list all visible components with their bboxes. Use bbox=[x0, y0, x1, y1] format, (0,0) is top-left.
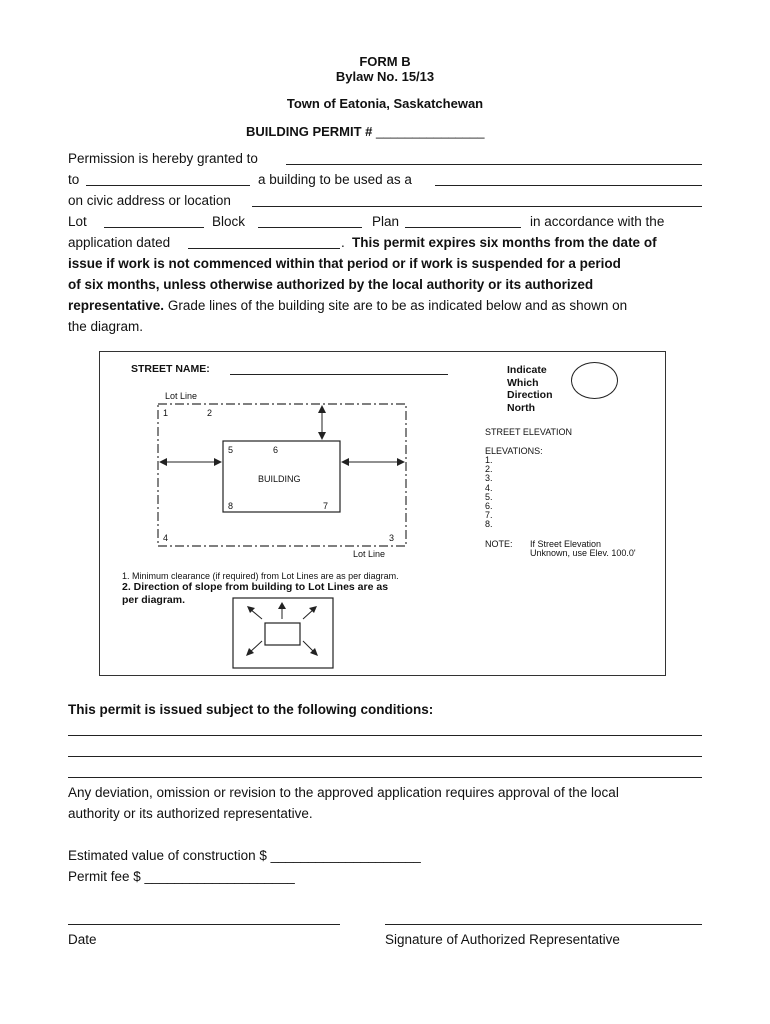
condition-line-1[interactable] bbox=[68, 735, 702, 736]
building-corner-6: 6 bbox=[273, 445, 279, 455]
permit-number-field[interactable]: _______________ bbox=[376, 124, 485, 139]
street-name-field[interactable] bbox=[230, 374, 448, 375]
grade-lines-text-2: the diagram. bbox=[68, 319, 144, 334]
elevation-item[interactable]: 7. bbox=[485, 510, 493, 521]
plan-field[interactable] bbox=[405, 227, 521, 228]
elevation-item[interactable]: 6. bbox=[485, 501, 493, 512]
bylaw-number: Bylaw No. 15/13 bbox=[335, 69, 435, 84]
building-use-field[interactable] bbox=[435, 185, 702, 186]
to-field[interactable] bbox=[86, 185, 250, 186]
building-use-label: a building to be used as a bbox=[258, 172, 412, 187]
plan-label: Plan bbox=[372, 214, 400, 229]
estimated-value-field[interactable]: ____________________ bbox=[270, 848, 421, 863]
elevations-label: ELEVATIONS: bbox=[485, 446, 543, 456]
block-label: Block bbox=[212, 214, 246, 229]
signature-label: Signature of Authorized Representative bbox=[385, 932, 620, 947]
corner-2: 2 bbox=[207, 408, 213, 418]
grade-lines-text bbox=[68, 298, 627, 313]
elevation-item[interactable]: 5. bbox=[485, 491, 493, 502]
lot-field[interactable] bbox=[104, 227, 204, 228]
block-field[interactable] bbox=[258, 227, 362, 228]
corner-4: 4 bbox=[163, 533, 169, 543]
period-mark: . bbox=[341, 235, 345, 250]
lot-line-bottom-label: Lot Line bbox=[353, 549, 386, 559]
note-label: NOTE: bbox=[485, 539, 513, 549]
deviation-text-2: authority or its authorized representative. bbox=[68, 806, 313, 821]
indicate-line-4: North bbox=[507, 401, 535, 414]
elevation-item[interactable]: 8. bbox=[485, 519, 493, 530]
street-elevation-label: STREET ELEVATION bbox=[485, 427, 573, 437]
north-direction-circle[interactable] bbox=[571, 362, 618, 399]
granted-to-label: Permission is hereby granted to bbox=[68, 151, 258, 166]
diagram-note-2b: per diagram. bbox=[122, 594, 186, 606]
deviation-text-1: Any deviation, omission or revision to the approved application requires approval of the local bbox=[68, 785, 619, 800]
indicate-line-2: Which bbox=[507, 376, 539, 389]
accordance-label: in accordance with the bbox=[530, 214, 665, 229]
grade-lines-text-1: Grade lines of the building site are to be as indicated below and as shown on bbox=[167, 298, 628, 313]
building-corner-5: 5 bbox=[228, 445, 234, 455]
note-text-1: If Street Elevation bbox=[530, 539, 602, 549]
diagram-note-1: 1. Minimum clearance (if required) from Lot Lines are as per diagram. bbox=[122, 571, 399, 581]
application-dated-label: application dated bbox=[68, 235, 171, 250]
estimated-value-row bbox=[68, 848, 421, 863]
building-corner-8: 8 bbox=[228, 501, 234, 511]
permit-number-label bbox=[246, 124, 484, 139]
corner-1: 1 bbox=[163, 408, 169, 418]
street-name-label: STREET NAME: bbox=[131, 363, 210, 375]
estimated-value-label: Estimated value of construction $ bbox=[68, 848, 267, 863]
building-corner-7: 7 bbox=[323, 501, 329, 511]
building-label: BUILDING bbox=[258, 474, 301, 484]
expiry-text-3: of six months, unless otherwise authorized by the local authority or its authorized bbox=[68, 277, 594, 292]
expiry-text-2: issue if work is not commenced within that period or if work is suspended for a period bbox=[68, 256, 621, 271]
note-text-2: Unknown, use Elev. 100.0' bbox=[530, 548, 636, 558]
diagram-note-2a: 2. Direction of slope from building to Lot Lines are as bbox=[122, 581, 389, 593]
lot-label: Lot bbox=[68, 214, 87, 229]
indicate-line-3: Direction bbox=[507, 389, 553, 401]
slope-diagram bbox=[232, 597, 334, 669]
expiry-text-1: This permit expires six months from the date of bbox=[352, 235, 657, 250]
elevations-list bbox=[485, 456, 493, 530]
permit-label-text: BUILDING PERMIT # bbox=[246, 124, 373, 139]
civic-address-label: on civic address or location bbox=[68, 193, 231, 208]
expiry-text-4: representative. bbox=[68, 298, 165, 313]
granted-to-field[interactable] bbox=[286, 164, 702, 165]
condition-line-2[interactable] bbox=[68, 756, 702, 757]
signature-line[interactable] bbox=[385, 924, 702, 925]
north-indicator-text bbox=[507, 364, 553, 414]
permit-fee-label: Permit fee $ bbox=[68, 869, 141, 884]
date-line[interactable] bbox=[68, 924, 340, 925]
to-label: to bbox=[68, 172, 80, 187]
condition-line-3[interactable] bbox=[68, 777, 702, 778]
town-name: Town of Eatonia, Saskatchewan bbox=[286, 96, 484, 111]
lot-line-top-label: Lot Line bbox=[165, 391, 198, 401]
elevation-item[interactable]: 3. bbox=[485, 473, 493, 484]
indicate-line-1: Indicate bbox=[507, 364, 547, 376]
corner-3: 3 bbox=[389, 533, 395, 543]
civic-address-field[interactable] bbox=[252, 206, 702, 207]
elevation-item[interactable]: 1. bbox=[485, 455, 493, 465]
form-title: FORM B bbox=[359, 54, 411, 69]
permit-fee-field[interactable]: ____________________ bbox=[144, 869, 295, 884]
elevation-item[interactable]: 2. bbox=[485, 464, 493, 475]
date-label: Date bbox=[68, 932, 97, 947]
conditions-heading: This permit is issued subject to the following conditions: bbox=[68, 702, 434, 717]
permit-fee-row bbox=[68, 869, 295, 884]
application-dated-field[interactable] bbox=[188, 248, 340, 249]
elevation-item[interactable]: 4. bbox=[485, 482, 493, 493]
slope-building bbox=[265, 623, 300, 645]
